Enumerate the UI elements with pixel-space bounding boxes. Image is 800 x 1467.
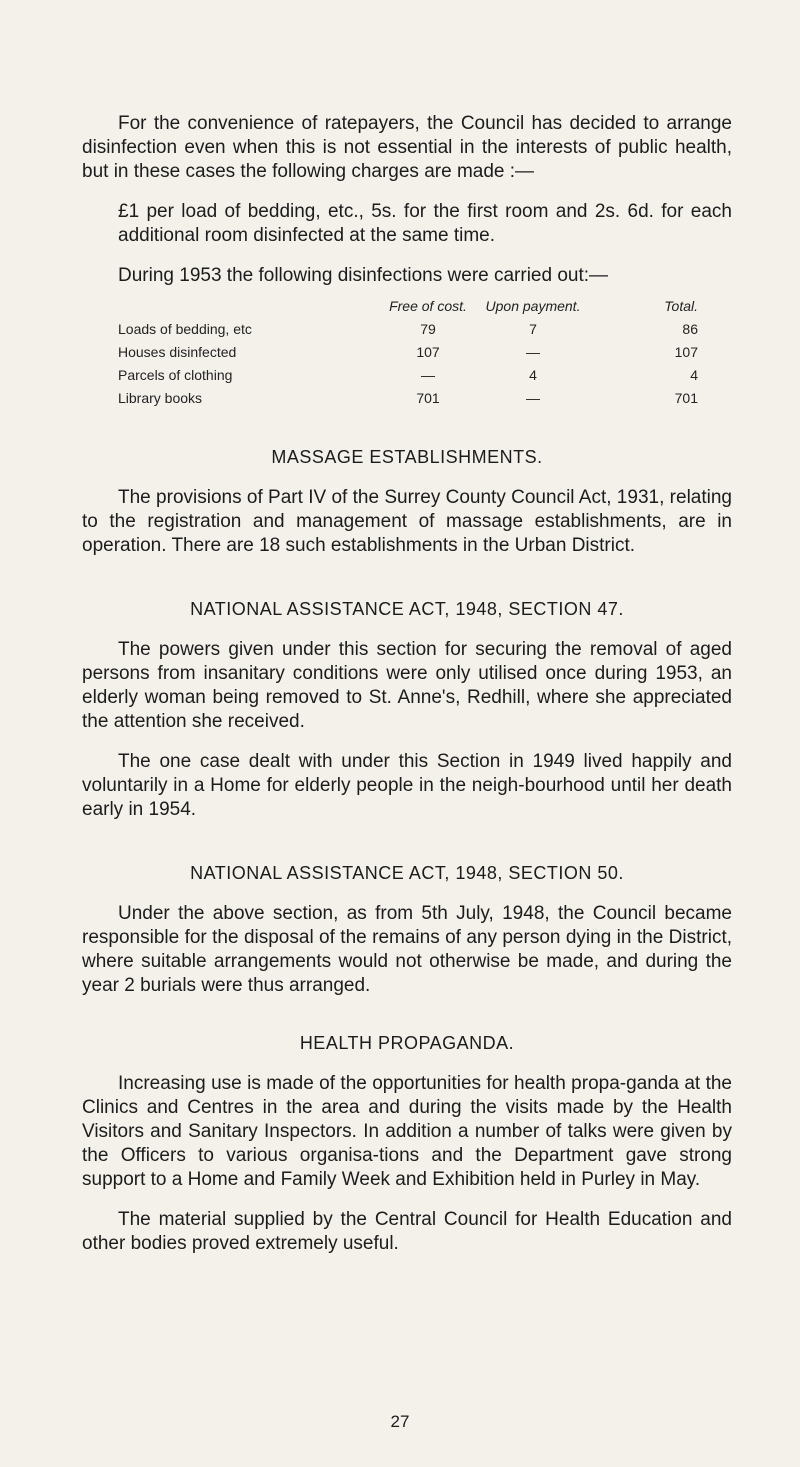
row-label: Houses disinfected xyxy=(118,344,237,360)
table-row xyxy=(118,364,698,387)
disinfections-intro: During 1953 the following disinfections were carried out:— xyxy=(118,265,609,286)
page-number: 27 xyxy=(390,1412,410,1431)
section-47-paragraph-2: The one case dealt with under this Section in 1949 lived happily and voluntarily in a Home for elderly people in the neigh-bourhood until her death early in 1954. xyxy=(82,751,732,820)
intro-paragraph: For the convenience of ratepayers, the Council has decided to arrange disinfection even when this is not essential in the interests of public health, but in these cases the following charges are made :— xyxy=(82,113,732,182)
row-free: 107 xyxy=(416,344,440,360)
propaganda-heading: HEALTH PROPAGANDA. xyxy=(299,1033,515,1053)
row-free: — xyxy=(421,367,435,383)
header-free-of-cost: Free of cost. xyxy=(389,298,467,314)
row-payment: 7 xyxy=(529,321,537,337)
row-free: 701 xyxy=(416,390,440,406)
row-free: 79 xyxy=(420,321,436,337)
header-blank xyxy=(118,298,378,318)
massage-paragraph: The provisions of Part IV of the Surrey County Council Act, 1931, relating to the registration and management of massage establishments, are in operation. There are 18 such establishments in the Urban District. xyxy=(82,487,732,556)
row-total: 4 xyxy=(690,367,698,383)
section-47-heading: NATIONAL ASSISTANCE ACT, 1948, SECTION 47. xyxy=(190,599,624,619)
row-label: Library books xyxy=(118,390,203,406)
page-content xyxy=(82,112,732,1256)
section-50-heading: NATIONAL ASSISTANCE ACT, 1948, SECTION 50. xyxy=(190,863,624,883)
table-row xyxy=(118,387,698,410)
header-upon-payment: Upon payment. xyxy=(485,298,581,314)
table-header-row xyxy=(118,298,698,318)
row-total: 107 xyxy=(674,344,698,360)
section-47-paragraph-1: The powers given under this section for securing the removal of aged persons from insanitary conditions were only utilised once during 1953, an elderly woman being removed to St. Anne's, Redhill, where she appreciated the attention she received. xyxy=(82,639,732,732)
propaganda-paragraph-1: Increasing use is made of the opportunities for health propa-ganda at the Clinics and Centres in the area and during the visits made by the Health Visitors and Sanitary Inspectors. In addition a number of talks were given by the Officers to various organisa-tions and the Department gave strong support to a Home and Family Week and Exhibition held in Purley in May. xyxy=(82,1073,732,1190)
row-total: 86 xyxy=(682,321,698,337)
row-total: 701 xyxy=(674,390,698,406)
propaganda-paragraph-2: The material supplied by the Central Council for Health Education and other bodies proved extremely useful. xyxy=(82,1209,732,1254)
table-row xyxy=(118,341,698,364)
table-row xyxy=(118,318,698,341)
row-payment: 4 xyxy=(529,367,537,383)
row-payment: — xyxy=(526,344,540,360)
header-total: Total. xyxy=(664,298,698,314)
row-payment: — xyxy=(526,390,540,406)
section-50-paragraph: Under the above section, as from 5th July, 1948, the Council became responsible for the disposal of the remains of any person dying in the District, where suitable arrangements would not otherwise be made, and during the year 2 burials were thus arranged. xyxy=(82,903,732,996)
massage-heading: MASSAGE ESTABLISHMENTS. xyxy=(271,447,543,467)
charges-paragraph: £1 per load of bedding, etc., 5s. for the first room and 2s. 6d. for each additional room disinfected at the same time. xyxy=(118,201,732,246)
disinfections-table xyxy=(118,298,698,410)
row-label: Loads of bedding, etc xyxy=(118,321,252,337)
row-label: Parcels of clothing xyxy=(118,367,233,383)
